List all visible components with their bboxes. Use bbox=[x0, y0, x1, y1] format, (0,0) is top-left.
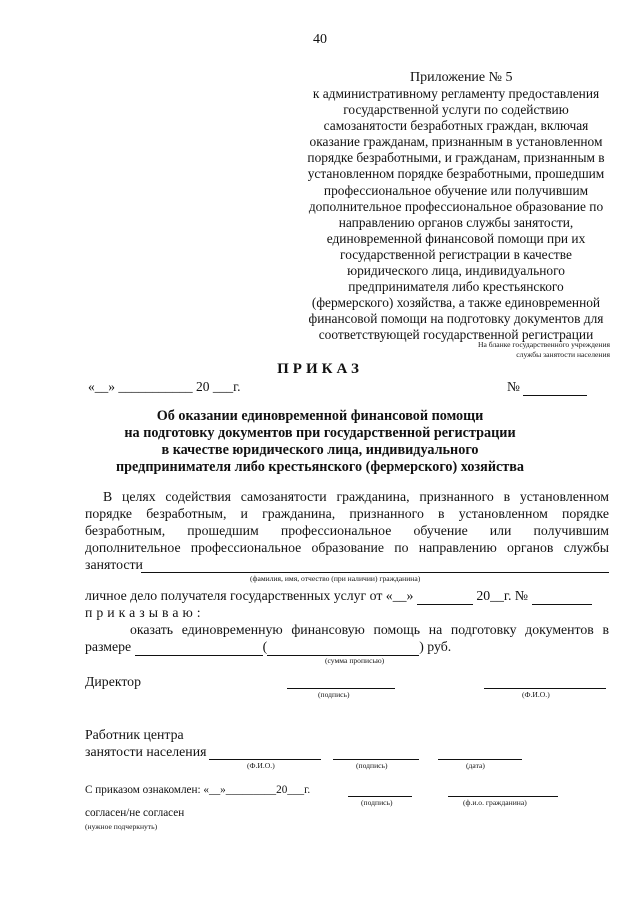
order-heading bbox=[0, 408, 640, 476]
worker-date-line bbox=[438, 759, 522, 760]
acknowledgement-label: С приказом ознакомлен: «__»_________20___г. bbox=[85, 784, 311, 796]
order-number-field bbox=[507, 379, 587, 396]
amount-caption: (сумма прописью) bbox=[325, 656, 385, 665]
case-file-label: личное дело получателя государственных услуг от «__» bbox=[85, 588, 414, 603]
body-line: В целях содействия самозанятости гражданина, признанного в установленном bbox=[103, 489, 609, 504]
heading-line: на подготовку документов при государственной регистрации bbox=[124, 425, 516, 441]
worker-date-caption: (дата) bbox=[466, 761, 485, 770]
acknowledgement-citizen-caption: (ф.и.о. гражданина) bbox=[463, 798, 527, 807]
appendix-line: порядке безработными, и гражданам, признанным в bbox=[307, 150, 605, 166]
appendix-line: предпринимателя либо крестьянского bbox=[348, 279, 564, 295]
acknowledgement-citizen-line bbox=[448, 796, 558, 797]
director-signature-caption: (подпись) bbox=[318, 690, 350, 699]
body-line: оказать единовременную финансовую помощь на подготовку документов в bbox=[130, 622, 609, 637]
case-file-number-blank bbox=[532, 588, 592, 605]
director-label: Директор bbox=[85, 674, 141, 689]
appendix-line: установленном порядке безработными, прошедшим bbox=[307, 166, 605, 182]
appendix-description bbox=[296, 86, 616, 344]
appendix-line: единовременной финансовой помощи при их bbox=[326, 230, 586, 246]
worker-label-line2: занятости населения bbox=[85, 744, 207, 759]
worker-signature-line bbox=[333, 759, 419, 760]
heading-line: предпринимателя либо крестьянского (фермерского) хозяйства bbox=[115, 459, 525, 475]
worker-name-line bbox=[209, 759, 321, 760]
letterhead-note-line: На бланке государственного учреждения bbox=[478, 340, 610, 349]
order-title: ПРИКАЗ bbox=[277, 361, 363, 377]
amount-line bbox=[85, 639, 451, 656]
director-name-line bbox=[484, 688, 606, 689]
agree-disagree: согласен/не согласен bbox=[85, 807, 185, 819]
body-line: дополнительное профессиональное образование по направлению органов службы bbox=[85, 540, 609, 555]
citizen-name-caption: (фамилия, имя, отчество (при наличии) гражданина) bbox=[250, 574, 421, 583]
appendix-line: (фермерского) хозяйства, а также единовременной bbox=[311, 295, 601, 311]
appendix-line: к административному регламенту предоставления bbox=[312, 86, 600, 101]
worker-label-line1: Работник центра bbox=[85, 727, 184, 742]
body-line: безработным, прошедшим профессиональное обучение или получившим bbox=[85, 523, 609, 538]
order-number-blank bbox=[523, 379, 587, 396]
page-number: 40 bbox=[313, 32, 327, 47]
orders-word: приказываю: bbox=[85, 605, 205, 620]
amount-digits-blank bbox=[135, 639, 263, 656]
appendix-line: соответствующей государственной регистрации bbox=[318, 327, 594, 343]
appendix-line: направлению органов службы занятости, bbox=[338, 214, 574, 230]
case-file-line bbox=[85, 588, 592, 605]
appendix-title: Приложение № 5 bbox=[410, 70, 513, 85]
appendix-line: профессиональное обучение или получившим bbox=[323, 182, 589, 198]
worker-name-caption: (Ф.И.О.) bbox=[247, 761, 275, 770]
case-file-month-blank bbox=[417, 588, 473, 605]
case-file-year-number: 20__г. № bbox=[476, 588, 529, 603]
director-name-caption: (Ф.И.О.) bbox=[522, 690, 550, 699]
appendix-line: дополнительное профессиональное образование по bbox=[308, 198, 604, 214]
appendix-line: государственной услуги по содействию bbox=[343, 102, 569, 118]
acknowledgement-signature-line bbox=[348, 796, 412, 797]
appendix-line: финансовой помощи на подготовку документов для bbox=[308, 311, 604, 327]
heading-line: Об оказании единовременной финансовой помощи bbox=[156, 408, 484, 424]
appendix-line: оказание гражданам, признанным в установленном bbox=[309, 134, 603, 150]
order-number-label: № bbox=[507, 379, 520, 394]
appendix-line: самозанятости безработных граждан, включая bbox=[323, 118, 589, 134]
amount-label: размере bbox=[85, 639, 132, 654]
letterhead-note-line: службы занятости населения bbox=[516, 350, 610, 359]
body-line: занятости bbox=[85, 557, 143, 572]
amount-suffix: ) руб. bbox=[419, 639, 452, 654]
director-signature-line bbox=[287, 688, 395, 689]
appendix-line: государственной регистрации в качестве bbox=[340, 246, 572, 262]
worker-signature-caption: (подпись) bbox=[356, 761, 388, 770]
letterhead-note bbox=[430, 340, 610, 360]
underline-note: (нужное подчеркнуть) bbox=[85, 822, 158, 831]
body-line: порядке безработным, и гражданина, признанного в установленном порядке bbox=[85, 506, 609, 521]
amount-open-paren: ( bbox=[262, 639, 268, 654]
appendix-line: юридического лица, индивидуального bbox=[347, 263, 565, 279]
heading-line: в качестве юридического лица, индивидуального bbox=[161, 442, 479, 458]
citizen-name-blank bbox=[141, 572, 609, 573]
acknowledgement-signature-caption: (подпись) bbox=[361, 798, 393, 807]
amount-words-blank bbox=[267, 639, 419, 656]
order-date-field: «__» ___________ 20 ___г. bbox=[88, 379, 241, 394]
